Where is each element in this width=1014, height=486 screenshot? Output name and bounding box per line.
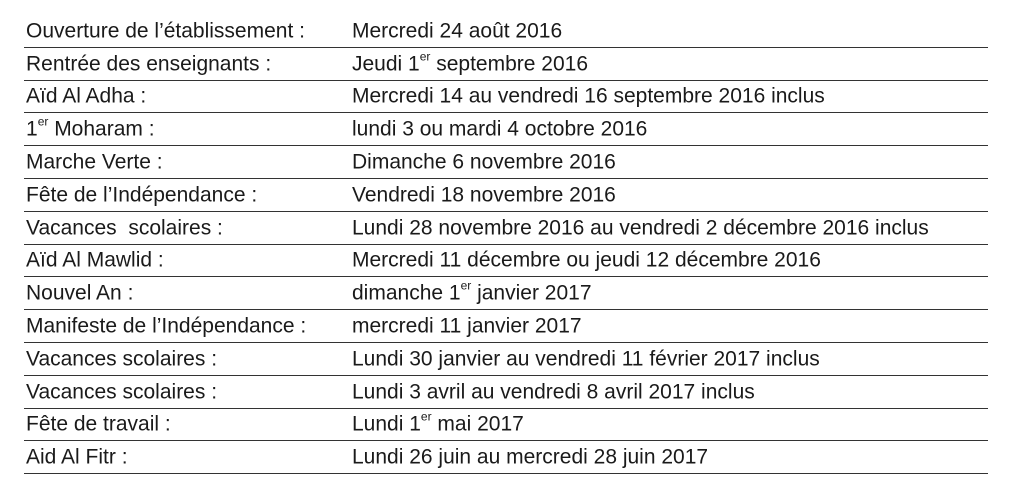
row-value: [352, 278, 592, 305]
row-label: Aïd Al Adha :: [26, 84, 147, 108]
table-row: [24, 343, 988, 376]
ordinal-superscript: er: [420, 409, 432, 424]
row-label: Marche Verte :: [26, 150, 163, 174]
row-label: Aïd Al Mawlid :: [26, 248, 164, 272]
row-value-text: janvier 2017: [471, 281, 592, 305]
row-label: Aid Al Fitr :: [26, 445, 128, 469]
table-row: [24, 146, 988, 179]
row-value: Dimanche 6 novembre 2016: [352, 150, 616, 174]
row-value: Lundi 3 avril au vendredi 8 avril 2017 inclus: [352, 380, 755, 404]
ordinal-superscript: er: [37, 114, 49, 129]
table-row: [24, 310, 988, 343]
row-label: Vacances scolaires :: [26, 216, 223, 240]
row-label: Fête de l’Indépendance :: [26, 183, 258, 207]
table-row: [24, 179, 988, 212]
table-row: [24, 212, 988, 245]
row-value-text: dimanche 1: [352, 281, 461, 305]
row-label: Manifeste de l’Indépendance :: [26, 314, 307, 338]
table-row: [24, 113, 988, 146]
row-label: Vacances scolaires :: [26, 380, 218, 404]
row-value-text: mai 2017: [431, 412, 524, 436]
row-value-text: Lundi 1: [352, 412, 421, 436]
table-row: [24, 245, 988, 278]
table-row: [24, 277, 988, 310]
table-row: [24, 441, 988, 474]
table-row: [24, 376, 988, 409]
row-label: Ouverture de l’établissement :: [26, 19, 305, 43]
ordinal-superscript: er: [460, 278, 472, 293]
row-label: [26, 114, 155, 141]
row-value: lundi 3 ou mardi 4 octobre 2016: [352, 117, 648, 141]
ordinal-superscript: er: [419, 49, 431, 64]
table-row: [24, 409, 988, 442]
row-value: mercredi 11 janvier 2017: [352, 314, 582, 338]
table-row: [24, 81, 988, 114]
row-value-text: septembre 2016: [430, 52, 588, 76]
row-label: Vacances scolaires :: [26, 347, 218, 371]
row-value: Mercredi 24 août 2016: [352, 19, 563, 43]
row-value: Lundi 26 juin au mercredi 28 juin 2017: [352, 445, 709, 469]
row-label: Nouvel An :: [26, 281, 134, 305]
table-row: [24, 48, 988, 81]
row-value: Mercredi 11 décembre ou jeudi 12 décembre 2016: [352, 248, 821, 272]
row-label-text: Moharam :: [48, 117, 155, 141]
row-label: Fête de travail :: [26, 412, 171, 436]
row-value: Mercredi 14 au vendredi 16 septembre 2016 inclus: [352, 84, 825, 108]
row-value: [352, 49, 588, 76]
row-value: [352, 409, 524, 436]
row-value: Lundi 30 janvier au vendredi 11 février 2017 inclus: [352, 347, 820, 371]
row-value: Vendredi 18 novembre 2016: [352, 183, 616, 207]
row-value-text: Jeudi 1: [352, 52, 420, 76]
school-calendar-table: [24, 15, 988, 474]
row-label-text: 1: [26, 117, 38, 141]
row-label: Rentrée des enseignants :: [26, 52, 272, 76]
row-value: Lundi 28 novembre 2016 au vendredi 2 décembre 2016 inclus: [352, 216, 929, 240]
table-row: [24, 15, 988, 48]
